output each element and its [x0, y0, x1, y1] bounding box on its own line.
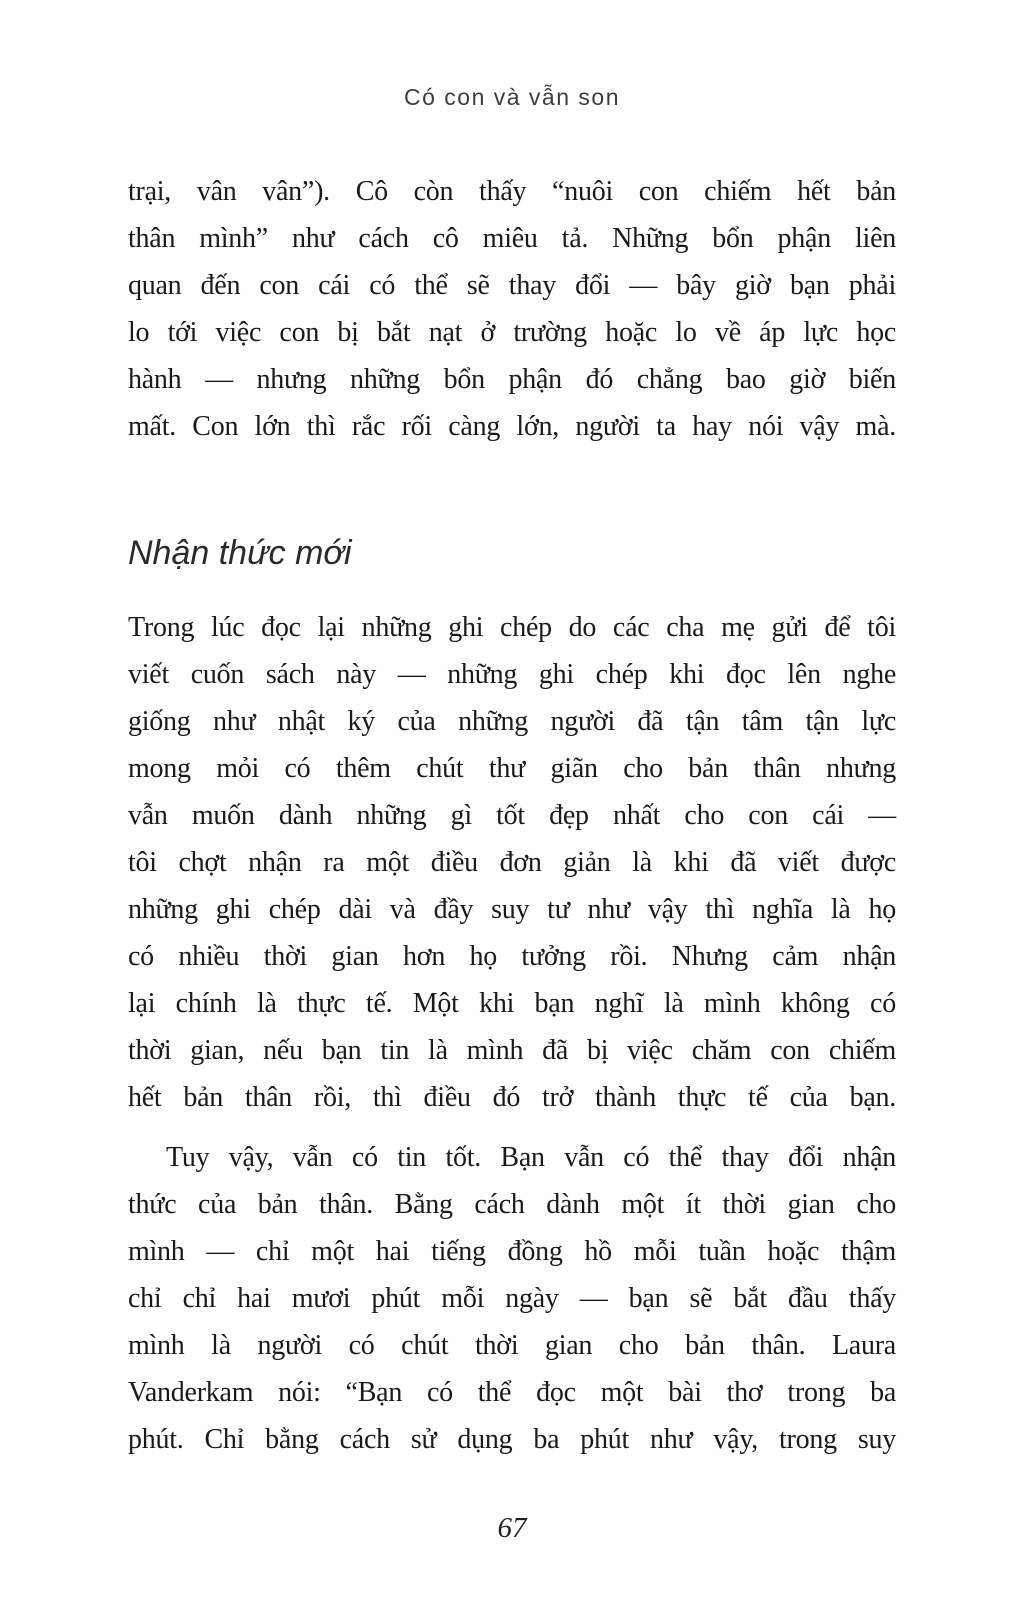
text-line: mình — chỉ một hai tiếng đồng hồ mỗi tuần hoặc thậm — [128, 1236, 896, 1267]
text-line: Tuy vậy, vẫn có tin tốt. Bạn vẫn có thể thay đổi nhận — [166, 1142, 896, 1173]
text-line: tôi chợt nhận ra một điều đơn giản là khi đã viết được — [128, 847, 896, 878]
text-line: Trong lúc đọc lại những ghi chép do các cha mẹ gửi để tôi — [128, 612, 896, 643]
text-line: chỉ chỉ hai mươi phút mỗi ngày — bạn sẽ bắt đầu thấy — [128, 1283, 896, 1314]
text-line: quan đến con cái có thể sẽ thay đổi — bây giờ bạn phải — [128, 270, 896, 301]
text-line: mất. Con lớn thì rắc rối càng lớn, người ta hay nói vậy mà. — [128, 411, 896, 442]
text-line: hết bản thân rồi, thì điều đó trở thành thực tế của bạn. — [128, 1082, 896, 1113]
paragraph — [128, 604, 896, 1121]
running-header: Có con và vẫn son — [403, 84, 620, 110]
text-line: hành — nhưng những bổn phận đó chẳng bao giờ biến — [128, 364, 896, 395]
text-line: phút. Chỉ bằng cách sử dụng ba phút như vậy, trong suy — [128, 1424, 896, 1455]
text-line: viết cuốn sách này — những ghi chép khi đọc lên nghe — [128, 659, 896, 690]
text-line: những ghi chép dài và đầy suy tư như vậy thì nghĩa là họ — [128, 894, 896, 925]
text-line: giống như nhật ký của những người đã tận tâm tận lực — [128, 706, 896, 737]
section-heading: Nhận thức mới — [128, 534, 352, 572]
text-line: vẫn muốn dành những gì tốt đẹp nhất cho con cái — — [128, 800, 896, 831]
text-line: trại, vân vân”). Cô còn thấy “nuôi con chiếm hết bản — [128, 176, 896, 207]
text-line: mong mỏi có thêm chút thư giãn cho bản thân nhưng — [128, 753, 896, 784]
text-line: mình là người có chút thời gian cho bản thân. Laura — [128, 1330, 896, 1361]
text-line: Vanderkam nói: “Bạn có thể đọc một bài thơ trong ba — [128, 1377, 896, 1408]
text-line: lo tới việc con bị bắt nạt ở trường hoặc lo về áp lực học — [128, 317, 896, 348]
paragraph — [128, 168, 896, 450]
text-line: có nhiều thời gian hơn họ tưởng rồi. Nhưng cảm nhận — [128, 941, 896, 972]
paragraph — [128, 1134, 896, 1463]
text-line: thức của bản thân. Bằng cách dành một ít thời gian cho — [128, 1189, 896, 1220]
page-number: 67 — [497, 1512, 527, 1544]
text-line: lại chính là thực tế. Một khi bạn nghĩ là mình không có — [128, 988, 896, 1019]
text-line: thời gian, nếu bạn tin là mình đã bị việc chăm con chiếm — [128, 1035, 896, 1066]
text-block — [128, 0, 896, 1463]
text-line: thân mình” như cách cô miêu tả. Những bổn phận liên — [128, 223, 896, 254]
